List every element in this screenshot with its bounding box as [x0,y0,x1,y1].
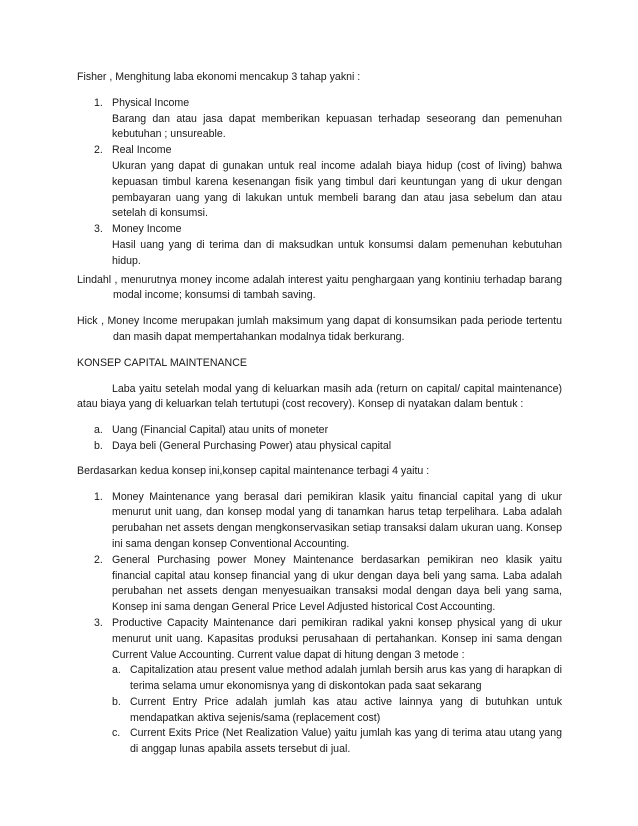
list-item [77,616,562,663]
item-title: Money Income [112,223,182,236]
methods-list [77,663,562,758]
list-letter: a. [94,424,103,437]
four-intro: Berdasarkan kedua konsep ini,konsep capital maintenance terbagi 4 yaitu : [77,464,430,477]
list-item [77,423,562,439]
list-item [77,143,562,222]
list-number: 3. [94,616,103,629]
list-text: Uang (Financial Capital) atau units of moneter [112,424,329,437]
list-number: 1. [94,490,103,503]
lindahl-paragraph: Lindahl , menurutnya money income adalah interest yaitu penghargaan yang kontiniu terhadap barang modal income; konsumsi di tambah saving. [77,273,562,302]
item-title: Real Income [112,144,172,157]
list-number: 2. [94,144,103,157]
list-item [77,96,562,143]
four-list [77,490,562,759]
list-item [77,726,562,758]
list-item [77,490,562,553]
konsep-paragraph: Laba yaitu setelah modal yang di keluarkan masih ada (return on capital/ capital maintenance) atau biaya yang di keluarkan telah tertutupi (cost recovery). Konsep di nyatakan dalam bentuk : [77,382,562,411]
list-text: Productive Capacity Maintenance dari pemikiran radikal yakni konsep physical yang di ukur menurut unit uang. Kapasitas produksi perusahaan di pertahankan. Konsep ini sama dengan Current Value Accounting. Current value dapat di hitung dengan 3 metode : [112,616,562,661]
item-description: Hasil uang yang di terima dan di maksudkan untuk konsumsi dalam pemenuhan kebutuhan hidup. [112,238,562,267]
item-description: Ukuran yang dapat di gunakan untuk real income adalah biaya hidup (cost of living) bahwa kepuasan timbul karena kesenangan fisik yang timbul dari keuntungan yang di ukur dengan pembayaran uang yang di lakukan untuk membeli barang dan atau jasa sebelum dan atau setelah di konsumsi. [112,159,562,220]
list-text: Daya beli (General Purchasing Power) atau physical capital [112,439,392,452]
list-item [77,222,562,269]
list-number: 1. [94,96,103,109]
item-title: Physical Income [112,96,190,109]
list-text: Current Exits Price (Net Realization Value) yaitu jumlah kas yang di terima atau utang yang di anggap lunas apabila assets tersebut di jual. [130,727,562,756]
list-item [77,695,562,727]
list-number: 2. [94,553,103,566]
list-letter: b. [112,695,121,708]
list-text: General Purchasing power Money Maintenance berdasarkan pemikiran neo klasik yaitu financial capital atau konsep financial yang di ukur dengan daya beli yang sama. Laba adalah perubahan net assets dengan menyesuaikan transaksi modal dengan daya beli yang sama, Konsep ini sama dengan General Price Level Adjusted historical Cost Accounting. [112,553,562,614]
fisher-intro: Fisher , Menghitung laba ekonomi mencakup 3 tahap yakni : [77,71,361,83]
fisher-list [77,96,562,270]
forms-list [77,423,562,455]
list-item [77,663,562,695]
document-page [77,70,562,758]
hick-paragraph: Hick , Money Income merupakan jumlah maksimum yang dapat di konsumsikan pada periode tertentu dan masih dapat mempertahankan modalnya tidak berkurang. [77,315,562,343]
list-item [77,553,562,616]
section-heading: KONSEP CAPITAL MAINTENANCE [77,356,247,369]
list-text: Capitalization atau present value method adalah jumlah bersih arus kas yang di harapkan di terima selama umur ekonomisnya yang di diskontokan pada saat sekarang [130,664,562,693]
list-letter: b. [94,439,103,452]
list-letter: a. [112,664,121,677]
list-item [77,439,562,455]
item-description: Barang dan atau jasa dapat memberikan kepuasan terhadap seseorang dan pemenuhan kebutuhan ; unsureable. [112,112,562,141]
list-letter: c. [112,727,121,740]
list-text: Money Maintenance yang berasal dari pemikiran klasik yaitu financial capital yang di ukur menurut unit uang, dan konsep modal yang di tanamkan harus tetap terpelihara. Laba adalah perubahan net assets dengan mengkonservasikan setiap transaksi dalam ukuran uang. Konsep ini sama dengan konsep Conventional Accounting. [112,490,562,550]
list-number: 3. [94,223,103,236]
list-text: Current Entry Price adalah jumlah kas atau active lainnya yang di butuhkan untuk mendapatkan aktiva sejenis/sama (replacement cost) [130,695,562,724]
